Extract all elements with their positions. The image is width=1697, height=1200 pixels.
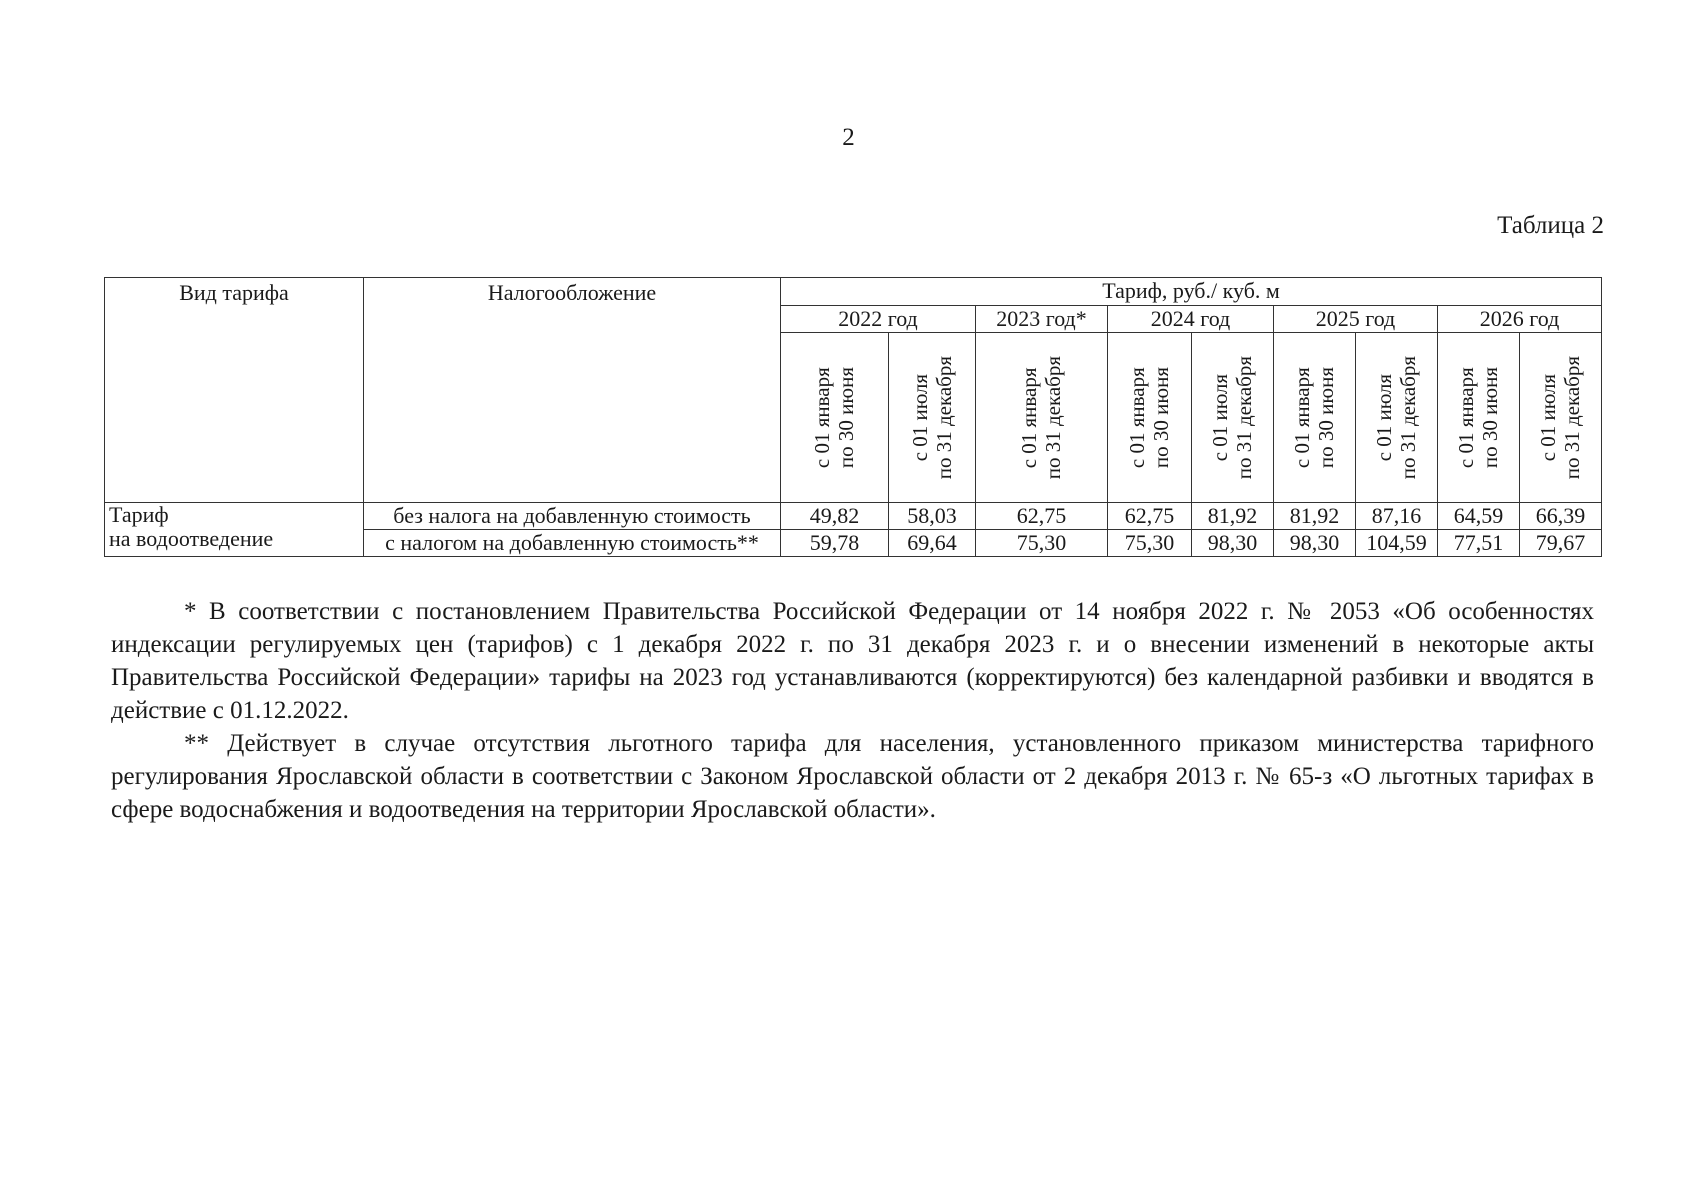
tariff-value: 75,30 [1108,530,1192,557]
tariff-value: 59,78 [781,530,889,557]
tariff-kind-line2: на водоотведение [109,526,274,552]
tariff-value: 64,59 [1438,503,1520,530]
tariff-value: 58,03 [889,503,976,530]
header-period: с 01 июля по 31 декабря [889,333,976,503]
header-year-2026: 2026 год [1438,306,1602,333]
tariff-table [104,277,1602,557]
tariff-value: 62,75 [976,503,1108,530]
table-row [105,503,1602,530]
header-period: с 01 января по 31 декабря [976,333,1108,503]
header-period: с 01 июля по 31 декабря [1356,333,1438,503]
header-period: с 01 июля по 31 декабря [1192,333,1274,503]
header-year-2022: 2022 год [781,306,976,333]
header-period: с 01 января по 30 июня [781,333,889,503]
tariff-value: 79,67 [1520,530,1602,557]
header-period: с 01 января по 30 июня [1438,333,1520,503]
footnote-2023: * В соответствии с постановлением Правительства Российской Федерации от 14 ноября 2022 г. № 2053 «Об особенностях индексации регулируемых цен (тарифов) с 1 декабря 2022 г. по 31 декабря 2023 г. и о внесении изменений в некоторые акты Правительства Российской Федерации» тарифы на 2023 год устанавливаются (корректируются) без календарной разбивки и вводятся в действие с 01.12.2022. [111,598,1594,724]
footnote-vat: ** Действует в случае отсутствия льготного тарифа для населения, установленного приказом министерства тарифного регулирования Ярославской области в соответствии с Законом Ярославской области от 2 декабря 2013 г. № 65-з «О льготных тарифах в сфере водоснабжения и водоотведения на территории Ярославской области». [111,730,1594,823]
table-caption: Таблица 2 [1497,212,1604,239]
header-tariff: Тариф, руб./ куб. м [781,278,1602,306]
header-row-top [105,278,1602,306]
tax-mode-cell: с налогом на добавленную стоимость** [364,530,781,557]
tariff-value: 98,30 [1192,530,1274,557]
tariff-value: 104,59 [1356,530,1438,557]
header-period: с 01 июля по 31 декабря [1520,333,1602,503]
tariff-kind-cell [105,503,364,557]
header-kind: Вид тарифа [105,278,364,503]
tariff-value: 49,82 [781,503,889,530]
header-period: с 01 января по 30 июня [1108,333,1192,503]
header-year-2023: 2023 год* [976,306,1108,333]
tariff-value: 77,51 [1438,530,1520,557]
header-tax: Налогообложение [364,278,781,503]
tariff-value: 81,92 [1274,503,1356,530]
tariff-value: 66,39 [1520,503,1602,530]
header-year-2024: 2024 год [1108,306,1274,333]
tariff-value: 75,30 [976,530,1108,557]
header-year-2025: 2025 год [1274,306,1438,333]
footnotes [111,595,1594,826]
tariff-value: 81,92 [1192,503,1274,530]
page-number: 2 [842,124,855,151]
header-period: с 01 января по 30 июня [1274,333,1356,503]
tax-mode-cell: без налога на добавленную стоимость [364,503,781,530]
tariff-value: 69,64 [889,530,976,557]
tariff-value: 62,75 [1108,503,1192,530]
tariff-kind-line1: Тариф [109,502,169,527]
tariff-value: 87,16 [1356,503,1438,530]
tariff-value: 98,30 [1274,530,1356,557]
